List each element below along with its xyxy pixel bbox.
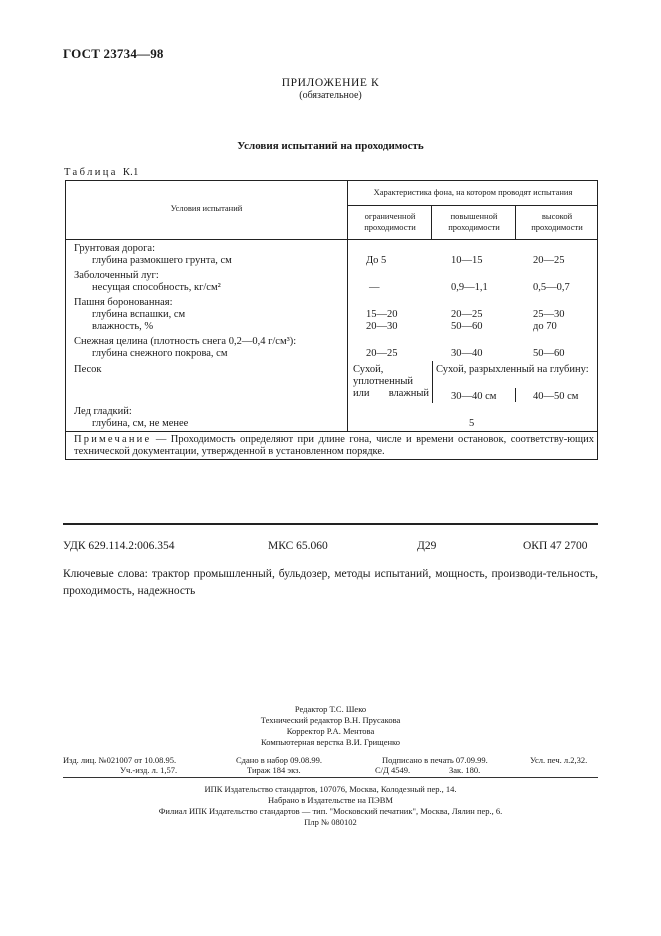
row-harrowed-field-sub2: влажность, % bbox=[92, 321, 154, 332]
cell-value: До 5 bbox=[366, 255, 387, 266]
cell-value: 15—20 bbox=[366, 309, 398, 320]
divider bbox=[63, 777, 598, 778]
imprint-license: Изд. лиц. №021007 от 10.08.95. bbox=[63, 755, 177, 765]
conditions-table bbox=[65, 180, 598, 460]
table-caption-number: К.1 bbox=[122, 167, 139, 178]
document-id: ГОСТ 23734—98 bbox=[63, 46, 164, 61]
cell-value: 20—25 bbox=[366, 348, 398, 359]
row-swamp-meadow: Заболоченный луг: bbox=[74, 270, 159, 281]
imprint-tech-editor: Технический редактор В.Н. Прусакова bbox=[260, 715, 401, 725]
udk-code: УДК 629.114.2:006.354 bbox=[63, 540, 175, 552]
publisher-line-3: Филиал ИПК Издательство стандартов — тип. "Московский печатник", Москва, Лялин пер., 6. bbox=[158, 806, 503, 816]
row-virgin-snow-sub: глубина снежного покрова, см bbox=[92, 348, 228, 359]
cell-value: 40—50 см bbox=[533, 391, 579, 402]
imprint-publ-sheets: Уч.-изд. л. 1,57. bbox=[120, 765, 178, 775]
header-increased: повышенной проходимости bbox=[448, 211, 500, 232]
cell-value: 0,5—0,7 bbox=[533, 282, 570, 293]
header-conditions: Условия испытаний bbox=[170, 203, 243, 213]
cell-value: 50—60 bbox=[533, 348, 565, 359]
imprint-layout: Компьютерная верстка В.И. Грищенко bbox=[260, 737, 401, 747]
imprint-order: Зак. 180. bbox=[449, 765, 481, 775]
publisher-line-4: Плр № 080102 bbox=[304, 817, 357, 827]
row-virgin-snow: Снежная целина (плотность снега 0,2—0,4 г/см³): bbox=[74, 336, 297, 347]
cell-value: 25—30 bbox=[533, 309, 565, 320]
note-text: — Проходимость определяют при длине гона, числе и времени остановок, соответству-ющих технической документации, утвержденной в установленном порядке. bbox=[74, 434, 594, 457]
cell-value: 5 bbox=[469, 418, 475, 429]
imprint-circulation: Тираж 184 экз. bbox=[247, 765, 301, 775]
imprint-typeset-date: Сдано в набор 09.08.99. bbox=[236, 755, 322, 765]
okp-code: ОКП 47 2700 bbox=[523, 540, 588, 552]
row-smooth-ice-sub: глубина, см, не менее bbox=[92, 418, 189, 429]
divider bbox=[63, 523, 598, 525]
row-harrowed-field: Пашня боронованная: bbox=[74, 297, 173, 308]
table-note bbox=[74, 434, 594, 458]
cell-value: 50—60 bbox=[451, 321, 483, 332]
section-title: Условия испытаний на проходимость bbox=[237, 140, 424, 152]
imprint-corrector: Корректор Р.А. Ментова bbox=[286, 726, 375, 736]
appendix-title: ПРИЛОЖЕНИЕ К bbox=[281, 77, 380, 89]
cell-value: — bbox=[369, 282, 380, 293]
cell-value: 30—40 bbox=[451, 348, 483, 359]
imprint-print-sheets: Усл. печ. л.2,32. bbox=[530, 755, 588, 765]
imprint-print-date: Подписано в печать 07.09.99. bbox=[382, 755, 488, 765]
row-sand: Песок bbox=[74, 364, 102, 375]
row-harrowed-field-sub1: глубина вспашки, см bbox=[92, 309, 186, 320]
appendix-subtitle: (обязательное) bbox=[299, 90, 362, 101]
imprint-editor: Редактор Т.С. Шеко bbox=[294, 704, 367, 714]
cell-value: 20—30 bbox=[366, 321, 398, 332]
cell-value: 10—15 bbox=[451, 255, 483, 266]
header-high: высокой проходимости bbox=[531, 211, 583, 232]
imprint-sd: С/Д 4549. bbox=[375, 765, 411, 775]
cell-value: 20—25 bbox=[451, 309, 483, 320]
cell-value: до 70 bbox=[533, 321, 557, 332]
header-limited: ограниченной проходимости bbox=[364, 211, 416, 232]
mks-code: МКС 65.060 bbox=[268, 540, 328, 552]
table-caption-label: Таблица bbox=[64, 167, 118, 178]
header-background-group: Характеристика фона, на котором проводят испытания bbox=[373, 187, 573, 197]
cell-sand-loose: Сухой, разрыхленный на глубину: bbox=[436, 364, 589, 375]
cell-value: 0,9—1,1 bbox=[451, 282, 488, 293]
note-label: Примечание bbox=[74, 434, 152, 445]
publisher-line-1: ИПК Издательство стандартов, 107076, Москва, Колодезный пер., 14. bbox=[204, 784, 457, 794]
table-caption bbox=[64, 167, 139, 178]
keywords: Ключевые слова: трактор промышленный, бульдозер, методы испытаний, мощность, производи-тельность, проходимость, надежность bbox=[63, 568, 598, 597]
publisher-line-2: Набрано в Издательстве на ПЭВМ bbox=[268, 795, 393, 805]
d-code: Д29 bbox=[417, 540, 437, 552]
row-ground-road: Грунтовая дорога: bbox=[74, 243, 156, 254]
cell-value: 20—25 bbox=[533, 255, 565, 266]
cell-value: 30—40 см bbox=[451, 391, 497, 402]
cell-sand-limited: Сухой, уплотненный или влажный bbox=[353, 364, 429, 399]
row-ground-road-sub: глубина размокшего грунта, см bbox=[92, 255, 232, 266]
row-swamp-meadow-sub: несущая способность, кг/см² bbox=[92, 282, 221, 293]
row-smooth-ice: Лед гладкий: bbox=[74, 406, 132, 417]
